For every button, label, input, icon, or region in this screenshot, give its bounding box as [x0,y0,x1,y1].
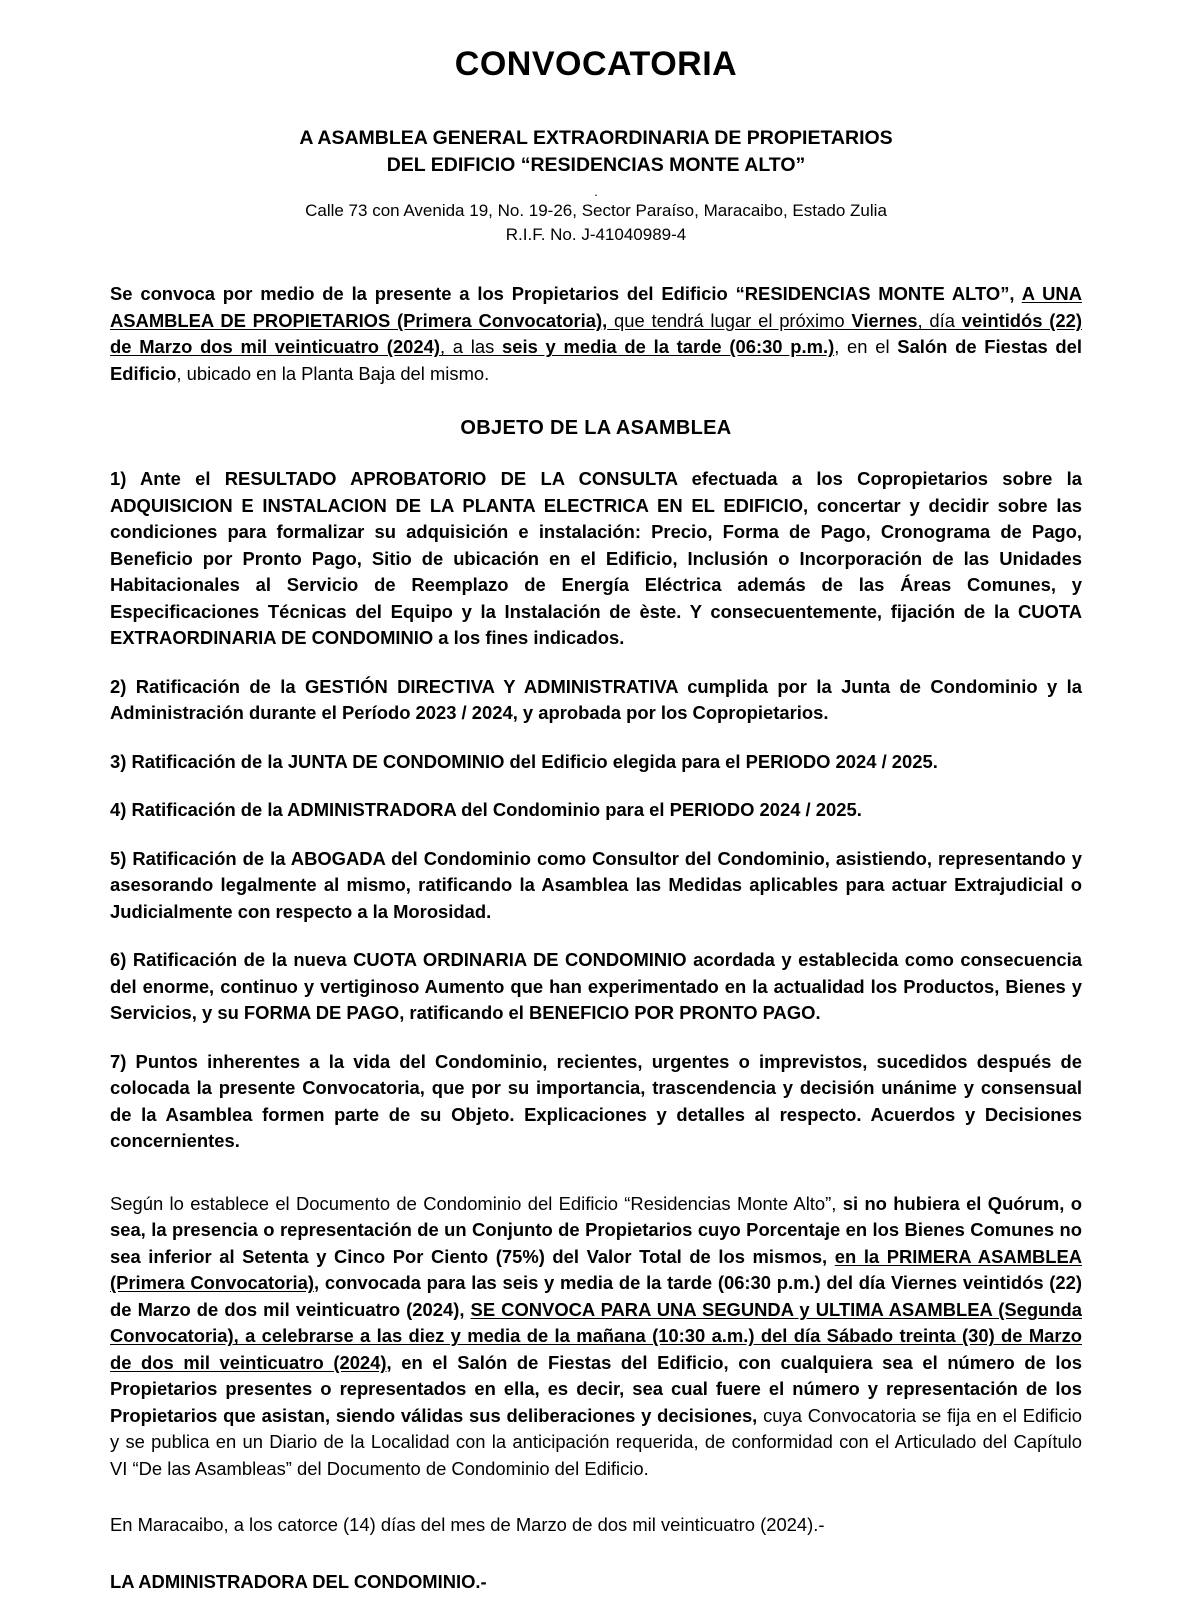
objeto-heading: OBJETO DE LA ASAMBLEA [460,417,732,440]
closing-place-date: En Maracaibo, a los catorce (14) días del mes de Marzo de dos mil veinticuatro (2024).- [110,1514,825,1536]
signature-line: LA ADMINISTRADORA DEL CONDOMINIO.- [110,1570,487,1592]
intro-seg-4: Viernes [851,309,918,331]
intro-seg-1: Se convoca por medio de la presente a los Propietarios del Edificio “RESIDENCIAS MONTE ALTO”, [110,283,1022,305]
agenda-item-2: 2) Ratificación de la GESTIÓN DIRECTIVA Y ADMINISTRATIVA cumplida por la Junta de Condominio y la Administración durante el Período 2023 / 2024, y aprobada por los Copropietarios. [110,675,1082,724]
agenda-item-3: 3) Ratificación de la JUNTA DE CONDOMINIO del Edificio elegida para el PERIODO 2024 / 2025. [110,750,938,772]
intro-seg-2: A UNA ASAMBLEA DE PROPIETARIOS (Primera Convocatoria), [110,283,1082,331]
subtitle-line-1: A ASAMBLEA GENERAL EXTRAORDINARIA DE PROPIETARIOS [299,127,893,150]
quorum-seg-1: Según lo establece el Documento de Condominio del Edificio “Residencias Monte Alto”, [110,1192,843,1214]
intro-paragraph [110,281,1082,387]
intro-seg-8: seis y media de la tarde (06:30 p.m.) [502,336,835,358]
intro-seg-10: Salón de Fiestas del Edificio [110,336,1082,384]
address-block [110,199,1082,247]
intro-seg-11: , ubicado en la Planta Baja del mismo. [176,362,490,384]
intro-seg-5: , día [917,309,962,331]
agenda-item-5: 5) Ratificación de la ABOGADA del Condominio como Consultor del Condominio, asistiendo, representando y asesorando legalmente al mismo, ratificando la Asamblea las Medidas aplicables para actuar Extrajudicial o Judicialmente con respecto a la Morosidad. [110,847,1082,922]
separator-dot: . [594,184,598,200]
intro-seg-7: , a las [439,336,503,358]
document-subtitle [110,125,1082,179]
rif-line: R.I.F. No. J-41040989-4 [505,225,687,245]
section-spacer [110,1177,1082,1191]
agenda-item-1: 1) Ante el RESULTADO APROBATORIO DE LA CONSULTA efectuada a los Copropietarios sobre la ADQUISICION E INSTALACION DE LA PLANTA ELECTRICA EN EL EDIFICIO, concertar y decidir sobre las condiciones para formalizar su adquisición e instalación: Precio, Forma de Pago, Cronograma de Pago, Beneficio por Pronto Pago, Sitio de ubicación en el Edificio, Inclusión o Incorporación de las Unidades Habitacionales al Servicio de Reemplazo de Energía Eléctrica además de las Áreas Comunes, y Especificaciones Técnicas del Equipo y la Instalación de èste. Y consecuentemente, fijación de la CUOTA EXTRAORDINARIA DE CONDOMINIO a los fines indicados. [110,468,1082,649]
intro-seg-3: que tendrá lugar el próximo [607,309,852,331]
subtitle-line-2: DEL EDIFICIO “RESIDENCIAS MONTE ALTO” [386,154,806,177]
quorum-seg-7: cuya Convocatoria se fija en el Edificio y se publica en un Diario de la Localidad con la anticipación requerida, de conformidad con el Articulado del Capítulo VI “De las Asambleas” del Documento de Condominio del Edificio. [110,1404,1082,1479]
address-line: Calle 73 con Avenida 19, No. 19-26, Sector Paraíso, Maracaibo, Estado Zulia [305,201,887,221]
quorum-seg-2: si no hubiera el Quórum, o sea, la presencia o representación de un Conjunto de Propietarios cuyo Porcentaje en los Bienes Comunes no sea inferior al Setenta y Cinco Por Ciento (75%) del Valor Total de los mismos, [110,1192,1082,1267]
page-title: CONVOCATORIA [454,45,738,83]
agenda-item-7: 7) Puntos inherentes a la vida del Condominio, recientes, urgentes o imprevistos, sucedidos después de colocada la presente Convocatoria, que por su importancia, trascendencia y decisión unánime y consensual de la Asamblea formen parte de su Objeto. Explicaciones y detalles al respecto. Acuerdos y Decisiones concernientes. [110,1050,1082,1152]
quorum-seg-3: en la PRIMERA ASAMBLEA (Primera Convocatoria) [110,1245,1083,1294]
quorum-paragraph [110,1191,1082,1483]
agenda-item-6: 6) Ratificación de la nueva CUOTA ORDINARIA DE CONDOMINIO acordada y establecida como consecuencia del enorme, continuo y vertiginoso Aumento que han experimentado en la actualidad los Productos, Bienes y Servicios, y su FORMA DE PAGO, ratificando el BENEFICIO POR PRONTO PAGO. [110,949,1082,1024]
quorum-seg-4: , convocada para las seis y media de la tarde (06:30 p.m.) del día Viernes veintidós (22) de Marzo de dos mil veinticuatro (2024), [110,1272,1083,1320]
intro-seg-6: veintidós (22) de Marzo dos mil veinticuatro (2024) [110,309,1082,358]
agenda-item-4: 4) Ratificación de la ADMINISTRADORA del Condominio para el PERIODO 2024 / 2025. [110,799,862,821]
intro-seg-9: , en el [834,336,898,358]
quorum-seg-5: SE CONVOCA PARA UNA SEGUNDA y ULTIMA ASAMBLEA (Segunda Convocatoria), a celebrarse a las diez y media de la mañana (10:30 a.m.) del día Sábado treinta (30) de Marzo de dos mil veinticuatro (2024) [110,1298,1082,1373]
quorum-seg-6: , en el Salón de Fiestas del Edificio, con cualquiera sea el número de los Propietarios presentes o representados en ella, es decir, sea cual fuere el número y representación de los Propietarios que asistan, siendo válidas sus deliberaciones y decisiones, [110,1351,1082,1426]
